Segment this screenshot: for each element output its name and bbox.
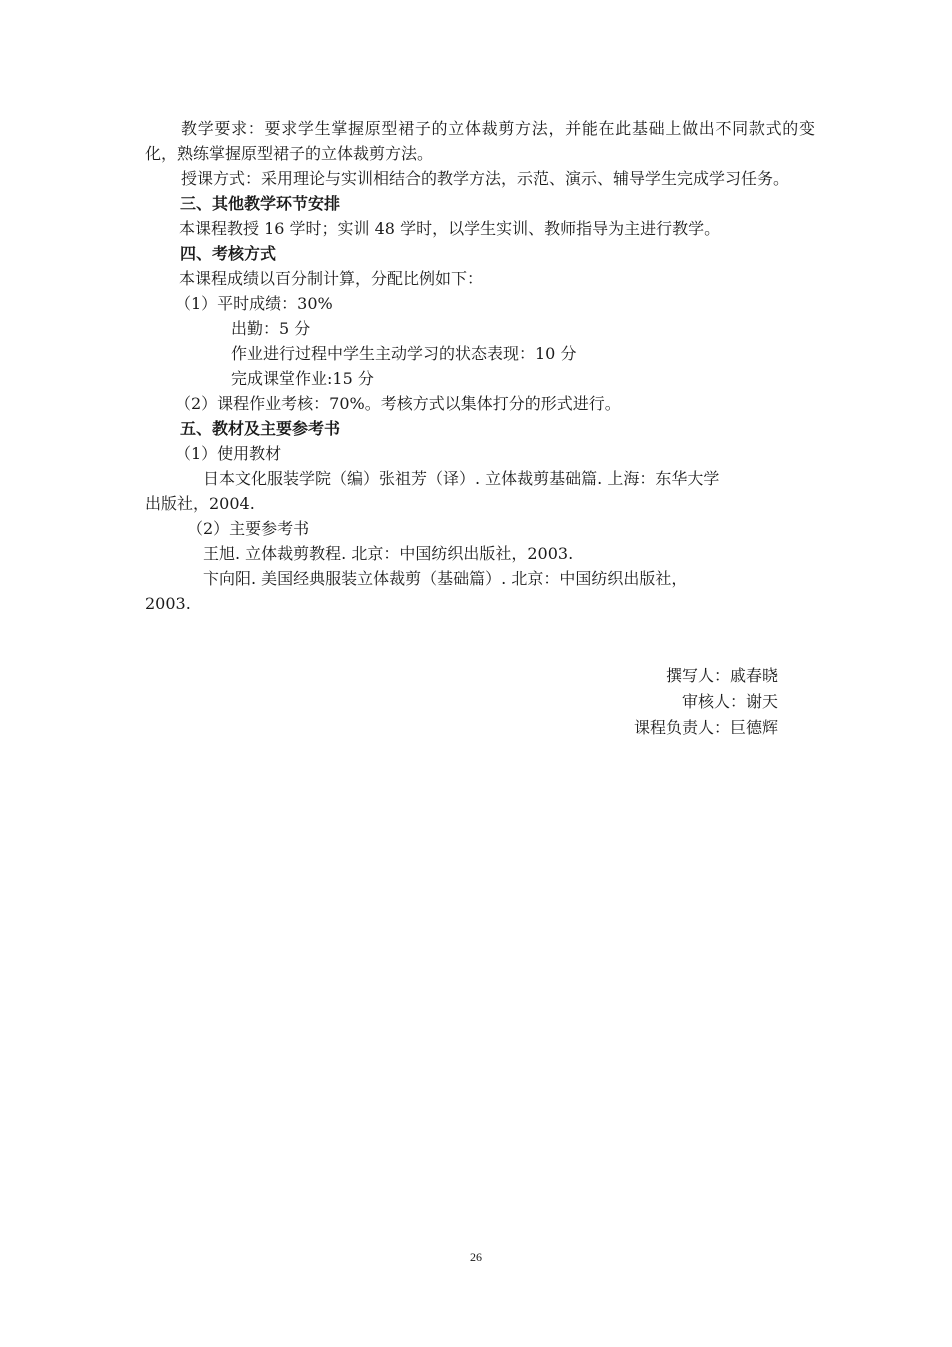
page-number: 26 bbox=[470, 1250, 482, 1264]
document-body bbox=[145, 116, 815, 616]
assessment-sub-item: 出勤：5 分 bbox=[231, 319, 311, 338]
reference-citation-2-line-1: 卞向阳. 美国经典服装立体裁剪（基础篇）. 北京：中国纺织出版社， bbox=[203, 569, 688, 588]
assessment-sub-item: 完成课堂作业:15 分 bbox=[231, 369, 374, 388]
reviewer-signature: 审核人：谢天 bbox=[681, 692, 778, 711]
assessment-item-1: （1）平时成绩：30% bbox=[175, 294, 333, 313]
assessment-item-2: （2）课程作业考核：70%。考核方式以集体打分的形式进行。 bbox=[175, 394, 621, 413]
textbook-citation-line-2: 出版社，2004. bbox=[145, 494, 255, 513]
reference-citation-1: 王旭. 立体裁剪教程. 北京：中国纺织出版社，2003. bbox=[203, 544, 574, 563]
textbook-citation-line-1: 日本文化服装学院（编）张祖芳（译）. 立体裁剪基础篇. 上海：东华大学 bbox=[203, 469, 720, 488]
reference-label: （2）主要参考书 bbox=[187, 519, 310, 538]
writer-signature: 撰写人：戚春晓 bbox=[665, 666, 778, 685]
section-5-heading: 五、教材及主要参考书 bbox=[180, 419, 341, 438]
section-3-heading: 三、其他教学环节安排 bbox=[180, 194, 341, 213]
signature-block bbox=[560, 663, 778, 741]
teaching-requirement: 教学要求：要求学生掌握原型裙子的立体裁剪方法，并能在此基础上做出不同款式的变化，熟练掌握原型裙子的立体裁剪方法。 bbox=[145, 119, 815, 163]
course-lead-signature: 课程负责人：巨德辉 bbox=[633, 718, 778, 737]
teaching-method: 授课方式：采用理论与实训相结合的教学方法，示范、演示、辅导学生完成学习任务。 bbox=[181, 169, 790, 188]
textbook-label: （1）使用教材 bbox=[175, 444, 282, 463]
section-4-intro: 本课程成绩以百分制计算，分配比例如下： bbox=[179, 269, 484, 288]
section-3-body: 本课程教授 16 学时；实训 48 学时，以学生实训、教师指导为主进行教学。 bbox=[179, 219, 721, 238]
section-4-heading: 四、考核方式 bbox=[180, 244, 277, 263]
reference-citation-2-line-2: 2003. bbox=[145, 594, 191, 613]
assessment-sub-item: 作业进行过程中学生主动学习的状态表现：10 分 bbox=[231, 344, 577, 363]
